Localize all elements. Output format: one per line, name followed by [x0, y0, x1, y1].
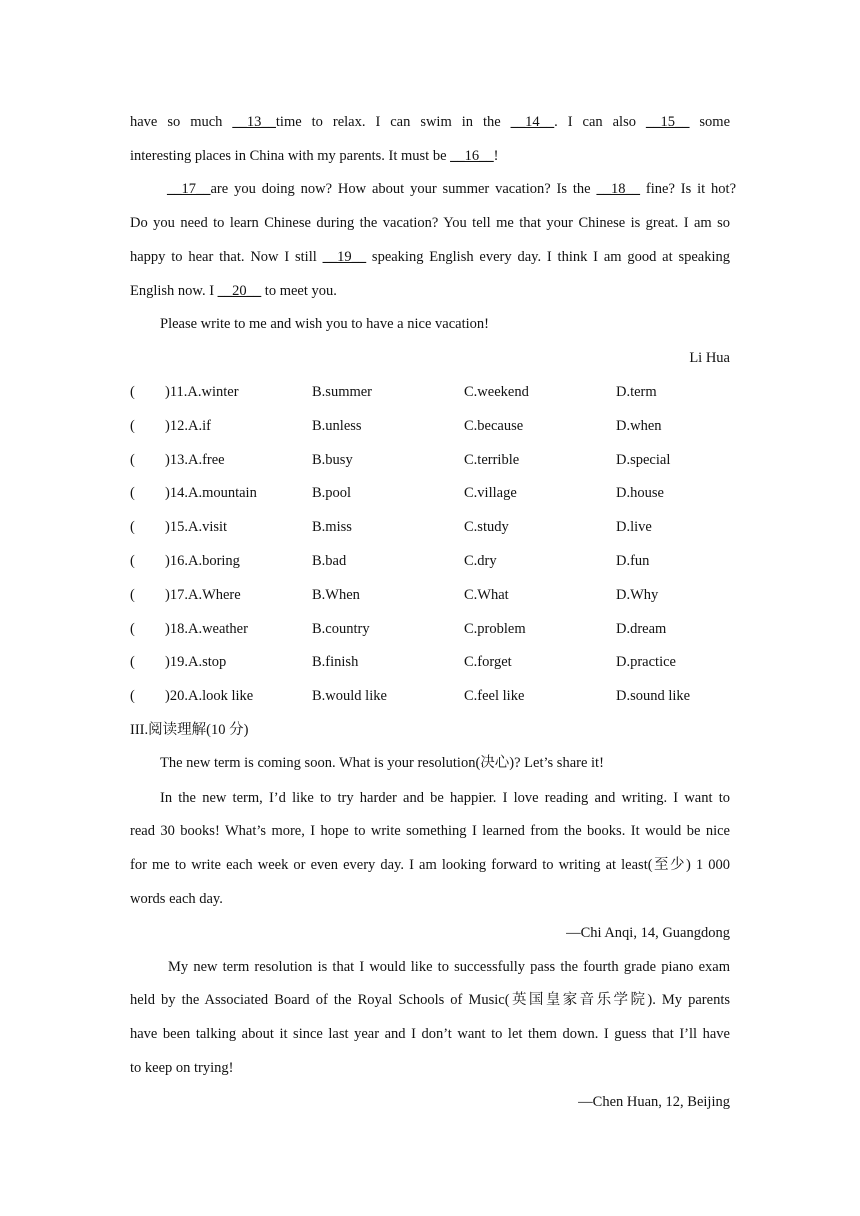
option-c: C.terrible	[464, 452, 520, 468]
reading-intro: The new term is coming soon. What is your resolution(决心)? Let’s share it!	[160, 755, 604, 771]
passage-text: to meet you.	[264, 283, 337, 299]
option-a	[165, 550, 240, 572]
author-signature-1: —Chi Anqi, 14, Guangdong	[566, 925, 730, 941]
answer-paren-open: (	[130, 553, 135, 569]
question-row-20	[130, 685, 770, 707]
answer-paren-open: (	[130, 485, 135, 501]
blank-13: __13__	[232, 114, 276, 130]
reading-p1-line: for me to write each week or even every day. I am looking forward to writing at least(至少) 1 000	[130, 857, 730, 873]
option-d: D.sound like	[616, 688, 691, 704]
answer-paren-close: )	[165, 384, 170, 400]
question-row-18	[130, 618, 770, 640]
passage-text: interesting places in China with my parents. It must be	[130, 148, 447, 164]
question-row-16	[130, 550, 770, 572]
option-a-text: 13.A.free	[169, 452, 225, 468]
question-row-14	[130, 482, 770, 504]
answer-paren-open: (	[130, 418, 135, 434]
answer-paren-open: (	[130, 452, 135, 468]
reading-p1-line: In the new term, I’d like to try harder and be happier. I love reading and writing. I want to	[160, 790, 730, 806]
option-d: D.when	[616, 418, 662, 434]
option-a	[165, 651, 226, 673]
passage-text: English now. I	[130, 283, 215, 299]
option-d: D.house	[616, 485, 664, 501]
blank-17: __17__	[167, 181, 211, 197]
passage-text: !	[493, 148, 499, 164]
option-b: B.miss	[312, 519, 352, 535]
option-b: B.unless	[312, 418, 362, 434]
option-d: D.live	[616, 519, 652, 535]
blank-18: __18__	[596, 181, 641, 197]
blank-14: __14__	[510, 114, 555, 130]
question-row-13	[130, 449, 770, 471]
passage-line-5	[130, 246, 730, 268]
passage-text: time to relax. I can swim in the	[275, 114, 501, 130]
option-a-text: 12.A.if	[169, 418, 211, 434]
blank-16: __16__	[450, 148, 494, 164]
passage-text: fine? Is it hot?	[645, 181, 737, 197]
option-c: C.study	[464, 519, 509, 535]
section-heading: III.阅读理解(10 分)	[130, 722, 249, 738]
option-c: C.dry	[464, 553, 497, 569]
option-c: C.feel like	[464, 688, 525, 704]
answer-paren-close: )	[165, 452, 170, 468]
option-a	[165, 685, 253, 707]
option-a	[165, 449, 225, 471]
option-a	[165, 415, 211, 437]
passage-text: speaking English every day. I think I am good at speaking	[371, 249, 731, 265]
option-c: C.forget	[464, 654, 512, 670]
option-d: D.fun	[616, 553, 650, 569]
question-row-19	[130, 651, 770, 673]
reading-p2-line: My new term resolution is that I would like to successfully pass the fourth grade piano exam	[168, 959, 730, 975]
answer-paren-close: )	[165, 485, 170, 501]
answer-paren-open: (	[130, 621, 135, 637]
option-d: D.dream	[616, 621, 667, 637]
reading-p2-line: have been talking about it since last year and I don’t want to let them down. I guess that I’ll have	[130, 1026, 730, 1042]
passage-text: . I can also	[554, 114, 636, 130]
option-a-text: 19.A.stop	[169, 654, 227, 670]
option-b: B.country	[312, 621, 370, 637]
passage-line-4: Do you need to learn Chinese during the vacation? You tell me that your Chinese is great. I am so	[130, 215, 730, 231]
option-c: C.weekend	[464, 384, 529, 400]
blank-20: __20__	[217, 283, 262, 299]
option-a-text: 18.A.weather	[169, 621, 248, 637]
option-a-text: 16.A.boring	[169, 553, 240, 569]
option-d: D.special	[616, 452, 671, 468]
option-d: D.practice	[616, 654, 676, 670]
passage-line-3	[167, 178, 736, 200]
answer-paren-close: )	[165, 519, 170, 535]
question-row-15	[130, 516, 770, 538]
option-a-text: 20.A.look like	[169, 688, 254, 704]
answer-paren-close: )	[165, 621, 170, 637]
option-b: B.finish	[312, 654, 359, 670]
option-a	[165, 618, 248, 640]
option-b: B.summer	[312, 384, 373, 400]
option-c: C.problem	[464, 621, 526, 637]
passage-line-7: Please write to me and wish you to have a nice vacation!	[160, 316, 489, 332]
reading-p1-line: words each day.	[130, 891, 223, 907]
passage-text: some	[699, 114, 731, 130]
answer-paren-open: (	[130, 688, 135, 704]
answer-paren-close: )	[165, 587, 170, 603]
answer-paren-close: )	[165, 688, 170, 704]
answer-paren-open: (	[130, 654, 135, 670]
passage-line-6	[130, 280, 730, 302]
option-a	[165, 482, 257, 504]
answer-paren-close: )	[165, 654, 170, 670]
reading-p1-line: read 30 books! What’s more, I hope to write something I learned from the books. It would be nice	[130, 823, 730, 839]
option-a-text: 14.A.mountain	[169, 485, 257, 501]
option-c: C.village	[464, 485, 517, 501]
option-c: C.What	[464, 587, 509, 603]
option-a-text: 17.A.Where	[169, 587, 241, 603]
option-b: B.busy	[312, 452, 353, 468]
question-row-17	[130, 584, 770, 606]
passage-text: happy to hear that. Now I still	[130, 249, 317, 265]
option-a-text: 11.A.winter	[169, 384, 239, 400]
blank-19: __19__	[322, 249, 367, 265]
answer-paren-open: (	[130, 587, 135, 603]
question-row-11	[130, 381, 770, 403]
blank-15: __15__	[645, 114, 690, 130]
author-signature-2: —Chen Huan, 12, Beijing	[578, 1094, 730, 1110]
letter-signature: Li Hua	[689, 350, 730, 366]
question-row-12	[130, 415, 770, 437]
passage-text: are you doing now? How about your summer vacation? Is the	[210, 181, 591, 197]
option-d: D.term	[616, 384, 657, 400]
answer-paren-open: (	[130, 384, 135, 400]
reading-p2-line: held by the Associated Board of the Royal Schools of Music(英国皇家音乐学院). My parents	[130, 992, 730, 1008]
option-b: B.pool	[312, 485, 352, 501]
option-b: B.When	[312, 587, 360, 603]
option-b: B.would like	[312, 688, 387, 704]
option-d: D.Why	[616, 587, 659, 603]
option-a	[165, 516, 227, 538]
answer-paren-close: )	[165, 418, 170, 434]
passage-text: have so much	[130, 114, 223, 130]
option-c: C.because	[464, 418, 524, 434]
option-a	[165, 381, 239, 403]
answer-paren-open: (	[130, 519, 135, 535]
option-a-text: 15.A.visit	[169, 519, 228, 535]
passage-line-2	[130, 145, 730, 167]
answer-paren-close: )	[165, 553, 170, 569]
option-b: B.bad	[312, 553, 347, 569]
reading-p2-line: to keep on trying!	[130, 1060, 234, 1076]
option-a	[165, 584, 241, 606]
passage-line-1	[130, 111, 730, 133]
